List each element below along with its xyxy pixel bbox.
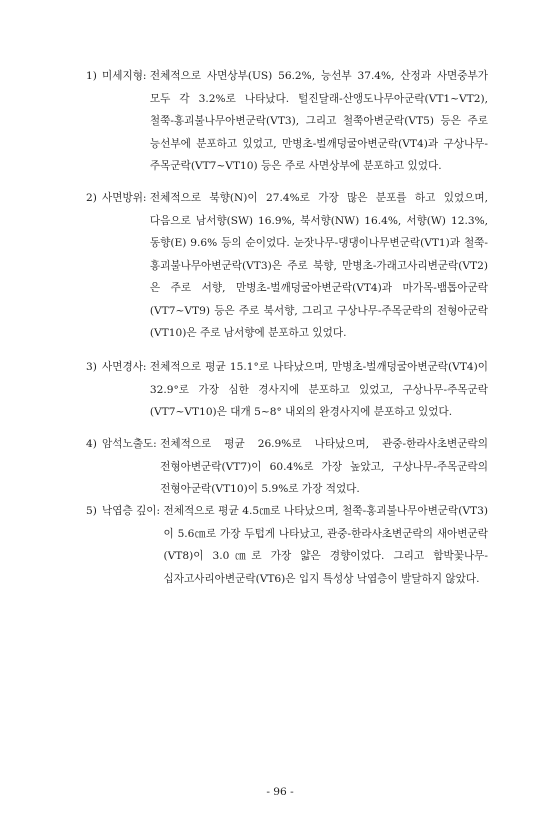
item-3-slope-gradient [86, 356, 488, 424]
item-3-label: 사면경사: [102, 361, 147, 373]
item-4-heading [86, 433, 160, 501]
item-1-micro-topography [86, 65, 488, 178]
item-1-number: 1) [86, 70, 97, 82]
item-2-slope-aspect [86, 187, 488, 345]
item-1-heading [86, 65, 150, 178]
item-2-text: 전체적으로 북향(N)이 27.4%로 가장 많은 분포를 하고 있었으며, 다음으로 남서향(SW) 16.9%, 북서향(NW) 16.4%, 서향(W) 12.3%, 동향(E) 9.6% 등의 순이었다. 눈잣나무-댕댕이나무변군락(VT1)과 철쭉-홍괴불나무아변군락(VT3)은 주로 북향, 만병초-가래고사리변군락(VT2)은 주로 서향, 만병초-벌깨덩굴아변군락(VT4)과 마가목-뱀톱아군락(VT7~VT9) 등은 주로 북서향, 그리고 구상나무-주목군락의 전형아군락(VT10)은 주로 남서향에 분포하고 있었다. [149, 192, 488, 339]
item-5-litter-depth [86, 500, 488, 590]
item-2-label: 사면방위: [102, 192, 147, 204]
item-4-rock-exposure [86, 433, 488, 501]
item-4-number: 4) [86, 438, 97, 450]
page-number: - 96 - [266, 786, 294, 798]
item-3-text: 전체적으로 평균 15.1°로 나타났으며, 만병초-벌깨덩굴아변군락(VT4)이 32.9°로 가장 심한 경사지에 분포하고 있었고, 구상나무-주목군락(VT7~VT10)은 대개 5~8° 내외의 완경사지에 분포하고 있었다. [149, 361, 488, 418]
item-1-text: 전체적으로 사면상부(US) 56.2%, 능선부 37.4%, 산정과 사면중부가 모두 각 3.2%로 나타났다. 털진달래-산앵도나무아군락(VT1~VT2), 철쭉-홍괴불나무아변군락(VT3), 그리고 철쭉아변군락(VT5) 등은 주로 능선부에 분포하고 있었고, 만병초-벌깨덩굴아변군락(VT4)과 구상나무-주목군락(VT7~VT10) 등은 주로 사면상부에 분포하고 있었다. [149, 70, 488, 172]
item-5-heading [86, 500, 163, 590]
item-4-label: 암석노출도: [102, 438, 157, 450]
item-5-text: 전체적으로 평균 4.5㎝로 나타났으며, 철쭉-홍괴불나무아변군락(VT3)이 5.6㎝로 가장 두텁게 나타났고, 관중-한라사초변군락의 새아변군락(VT8)이 3.0㎝로 가장 얇은 경향이었다. 그리고 함박꽃나무-십자고사리아변군락(VT6)은 입지 특성상 낙엽층이 발달하지 않았다. [163, 505, 488, 585]
item-1-label: 미세지형: [102, 70, 147, 82]
item-2-number: 2) [86, 192, 97, 204]
item-5-number: 5) [86, 505, 97, 517]
item-3-heading [86, 356, 150, 424]
item-4-text: 전체적으로 평균 26.9%로 나타났으며, 관중-한라사초변군락의 전형아변군락(VT7)이 60.4%로 가장 높았고, 구상나무-주목군락의 전형아군락(VT10)이 5.9%로 가장 적었다. [160, 438, 488, 495]
item-5-label: 낙엽층 깊이: [102, 505, 161, 517]
item-3-number: 3) [86, 361, 97, 373]
item-2-heading [86, 187, 150, 345]
